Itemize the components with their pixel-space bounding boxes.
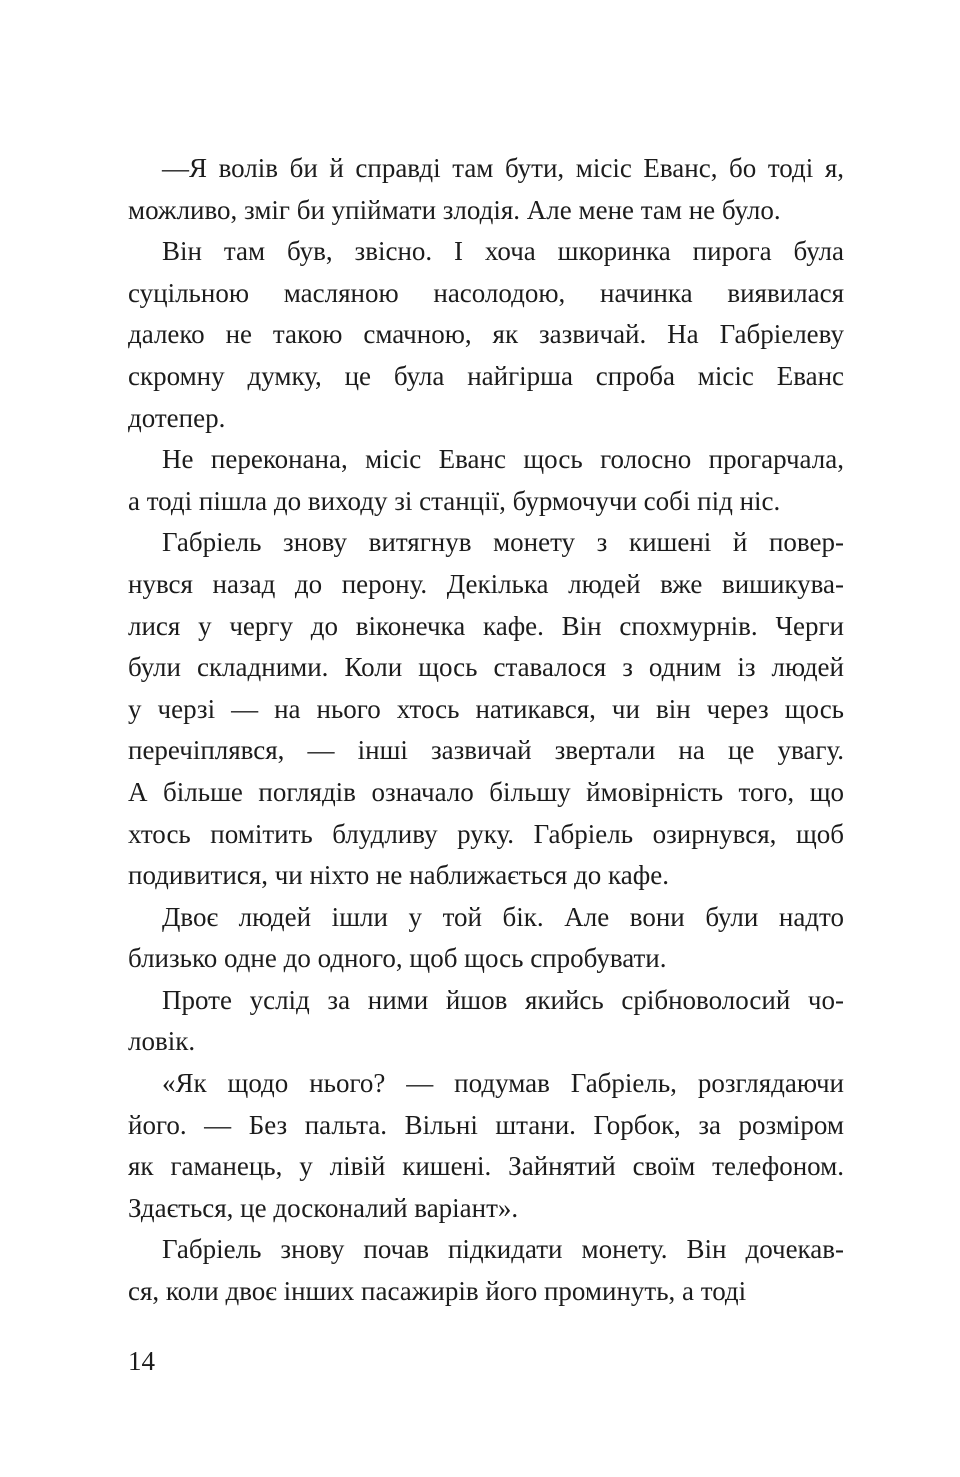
page-text — [128, 148, 844, 1313]
text-line: дотепер. — [128, 402, 226, 433]
text-line: подивитися, чи ніхто не наближається до кафе. — [128, 860, 669, 891]
text-line: Він там був, звісно. І хоча шкоринка пирога була — [162, 236, 844, 267]
text-line: перечіплявся, — інші зазвичай звертали на це увагу. — [128, 735, 844, 766]
text-line: його. — Без пальта. Вільні штани. Горбок, за розміром — [128, 1109, 844, 1140]
text-line: —Я волів би й справді там бути, місіс Еванс, бо тоді я, — [162, 153, 844, 183]
paragraph — [128, 439, 844, 522]
text-line: далеко не такою смачною, як зазвичай. На Габріелеву — [128, 319, 844, 350]
text-line: були складними. Коли щось ставалося з одним із людей — [128, 652, 844, 683]
text-line: можливо, зміг би упіймати злодія. Але мене там не було. — [128, 194, 781, 225]
text-line: Здається, це досконалий варіант». — [128, 1192, 519, 1223]
text-line: ся, коли двоє інших пасажирів його проминуть, а тоді — [128, 1276, 747, 1307]
text-line: Габріель знову почав підкидати монету. Він дочекав- — [162, 1234, 844, 1265]
text-line: а тоді пішла до виходу зі станції, бурмочучи собі під ніс. — [128, 485, 781, 516]
paragraph — [128, 148, 844, 231]
text-line: «Як щодо нього? — подумав Габріель, розглядаючи — [162, 1068, 844, 1099]
text-line: лися у чергу до віконечка кафе. Він спохмурнів. Черги — [128, 610, 844, 641]
text-line: Не переконана, місіс Еванс щось голосно прогарчала, — [162, 444, 844, 475]
text-line: нувся назад до перону. Декілька людей вже вишикува- — [128, 568, 844, 599]
paragraph — [128, 980, 844, 1063]
text-line: як гаманець, у лівій кишені. Зайнятий своїм телефоном. — [128, 1151, 844, 1182]
paragraph — [128, 231, 844, 439]
text-line: суцільною масляною насолодою, начинка виявилася — [128, 277, 844, 308]
paragraph — [128, 1229, 844, 1312]
paragraph — [128, 897, 844, 980]
text-line: близько одне до одного, щоб щось спробувати. — [128, 943, 667, 974]
paragraph — [128, 1063, 844, 1229]
text-line: ловік. — [128, 1026, 196, 1057]
paragraph — [128, 522, 844, 896]
text-line: Проте услід за ними йшов якийсь срібноволосий чо- — [162, 984, 844, 1015]
page-number: 14 — [128, 1346, 155, 1376]
text-line: у черзі — на нього хтось натикався, чи він через щось — [128, 693, 844, 724]
text-line: А більше поглядів означало більшу ймовірність того, що — [128, 776, 844, 807]
text-line: Габріель знову витягнув монету з кишені й повер- — [162, 527, 844, 558]
text-line: Двоє людей ішли у той бік. Але вони були надто — [162, 901, 844, 932]
text-line: хтось помітить блудливу руку. Габріель озирнувся, щоб — [128, 818, 844, 849]
text-line: скромну думку, це була найгірша спроба місіс Еванс — [128, 360, 844, 391]
